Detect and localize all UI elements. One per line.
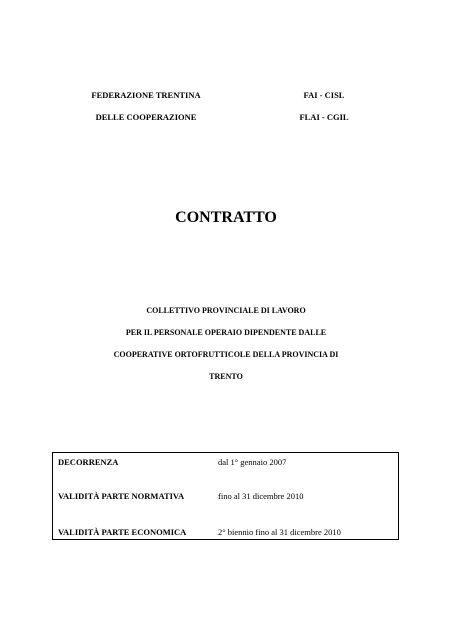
header-right-unions xyxy=(294,90,354,134)
header-right-line: FAI - CISL xyxy=(303,90,345,100)
info-label: VALIDITÀ PARTE NORMATIVA xyxy=(58,491,185,501)
info-value: dal 1° gennaio 2007 xyxy=(218,457,287,467)
subtitle-line: COOPERATIVE ORTOFRUTTICOLE DELLA PROVINCIA DI xyxy=(113,350,339,359)
info-value: 2° biennio fino al 31 dicembre 2010 xyxy=(218,527,341,537)
subtitle-line: TRENTO xyxy=(209,372,243,381)
info-value: fino al 31 dicembre 2010 xyxy=(218,491,304,501)
info-label: VALIDITÀ PARTE ECONOMICA xyxy=(58,527,187,537)
header-left-line: FEDERAZIONE TRENTINA xyxy=(91,90,201,100)
header-left-line: DELLE COOPERAZIONE xyxy=(95,112,197,122)
validity-info-box xyxy=(52,452,399,540)
document-subtitle xyxy=(0,305,452,393)
header-right-line: FLAI - CGIL xyxy=(299,112,349,122)
header-left-organization xyxy=(88,90,204,134)
subtitle-line: PER IL PERSONALE OPERAIO DIPENDENTE DALLE xyxy=(125,328,327,337)
subtitle-line: COLLETTIVO PROVINCIALE DI LAVORO xyxy=(146,306,306,315)
document-title: CONTRATTO xyxy=(175,209,277,226)
info-label: DECORRENZA xyxy=(58,457,119,467)
